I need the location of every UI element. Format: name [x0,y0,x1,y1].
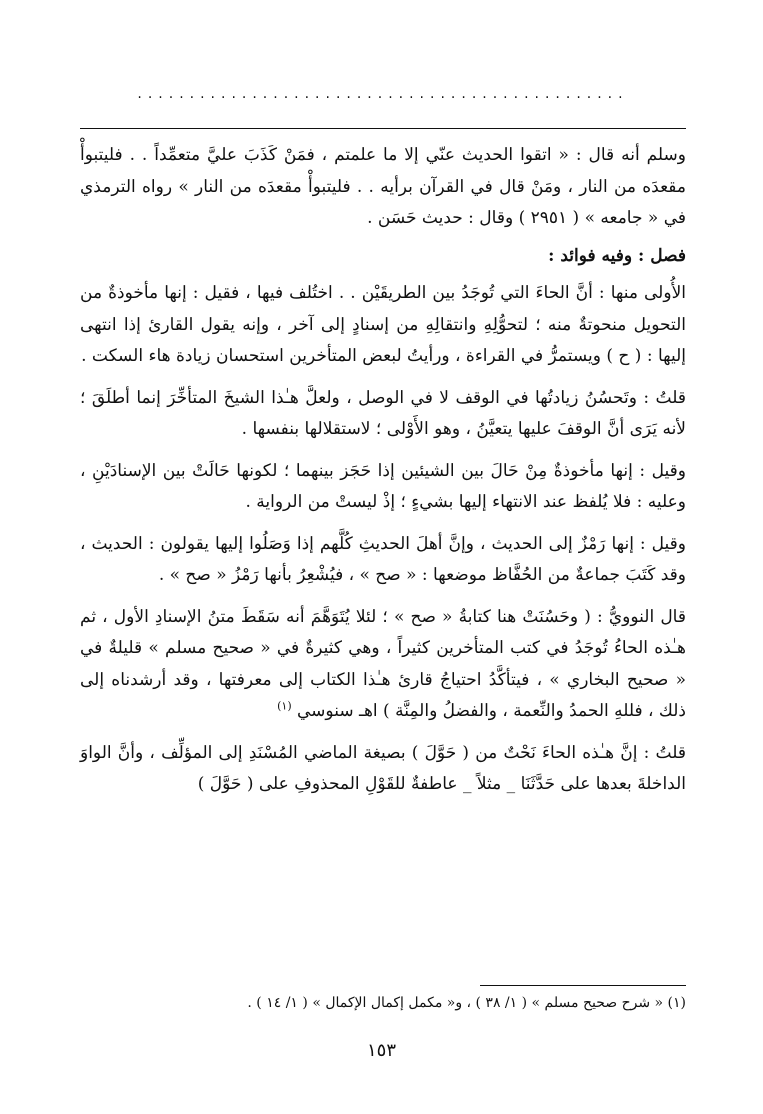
header-rule [80,128,686,129]
paragraph-qultu-1: قلتُ : وتَحسُنُ زيادتُها في الوقف لا في الوصل ، ولعلَّ هـٰذا الشيخَ المتأخِّرَ إنما أطلَقَ ؛ لأنه يَرَى أنَّ الوقفَ عليها يتعيَّنُ ، وهو الأَوْلى ؛ لاستقلالها بنفسها . [80,387,686,439]
paragraph-qil-2: وقيل : إنها رَمْزٌ إلى الحديث ، وإنَّ أهلَ الحديثِ كُلَّهم إذا وَصَلُوا إليها يقولون : الحديث ، وقد كَتَبَ جماعةٌ من الحُفَّاظ موضعها : « صح » ، فيُشْعِرُ بأنها رَمْزُ « صح » . [80,533,686,585]
footnote: (١) « شرح صحيح مسلم » ( ١/ ٣٨ ) ، و« مكمل إكمال الإكمال » ( ١/ ١٤ ) . [247,995,686,1011]
paragraph-first-benefit: الأُولى منها : أنَّ الحاءَ التي تُوجَدُ بين الطريقَيْن . . اختُلف فيها ، فقيل : إنها مأخوذةٌ من التحويل منحوتةٌ منه ؛ لتحوُّلِهِ وانتقالِهِ من إسنادٍ إلى آخر ، وإنه يقول القارئ إذا انتهى إليها : ( ح ) ويستمرُّ في القراءة ، ورأيتُ لبعض المتأخرين استحسان زيادة هاء السكت . [80,283,686,366]
section-heading-text: فصل : وفيه فوائد : [548,245,686,266]
footnote-rule [480,985,686,986]
header-dotted-line: ............................................... [137,86,629,102]
footnote-reference[interactable]: (١) [277,699,292,713]
paragraph-hadith: وسلم أنه قال : « اتقوا الحديث عنّي إلا ما علمتم ، فمَنْ كَذَبَ عليَّ متعمِّداً . . فليتبوأْ مقعدَه من النار ، ومَنْ قال في القرآن برأيه . . فليتبوأْ مقعدَه من النار » رواه الترمذي في « جامعه » ( ٢٩٥١ ) وقال : حديث حَسَن . [80,145,686,228]
section-heading [80,241,686,273]
paragraph-nawawi [80,602,686,728]
paragraph-qultu-2: قلتُ : إنَّ هـٰذه الحاءَ نَحْتٌ من ( حَوَّلَ ) بصيغة الماضي المُسْنَدِ إلى المؤلِّف ، وأنَّ الواوَ الداخلةَ بعدها على حَدَّثَنَا _ مثلاً _ عاطفةٌ للقَوْلِ المحذوفِ على ( حَوَّلَ ) [80,742,686,794]
main-text [80,140,686,811]
page-number: ١٥٣ [366,1040,396,1061]
paragraph-nawawi-text: قال النوويُّ : ( وحَسُنَتْ هنا كتابةُ « صح » ؛ لئلا يُتَوَهَّمَ أنه سَقَطَ متنُ الإسنادِ الأول ، ثم هـٰذه الحاءُ تُوجَدُ في كتب المتأخرين كثيراً ، وهي كثيرةٌ في « صحيح مسلم » قليلةٌ في « صحيح البخاري » ، فيتأكَّدُ احتياجُ قارئ هـٰذا الكتاب إلى معرفتها ، وقد أرشدناه إلى ذلك ، فللهِ الحمدُ والنِّعمة ، والفضلُ والمِنَّة ) اهـ سنوسي [80,606,686,721]
paragraph-qil-1: وقيل : إنها مأخوذةٌ مِنْ حَالَ بين الشيئين إذا حَجَز بينهما ؛ لكونها حَالَتْ بين الإسنادَيْنِ ، وعليه : فلا يُلفظ عند الانتهاء إليها بشيءٍ ؛ إذْ ليستْ من الرواية . [80,460,686,512]
